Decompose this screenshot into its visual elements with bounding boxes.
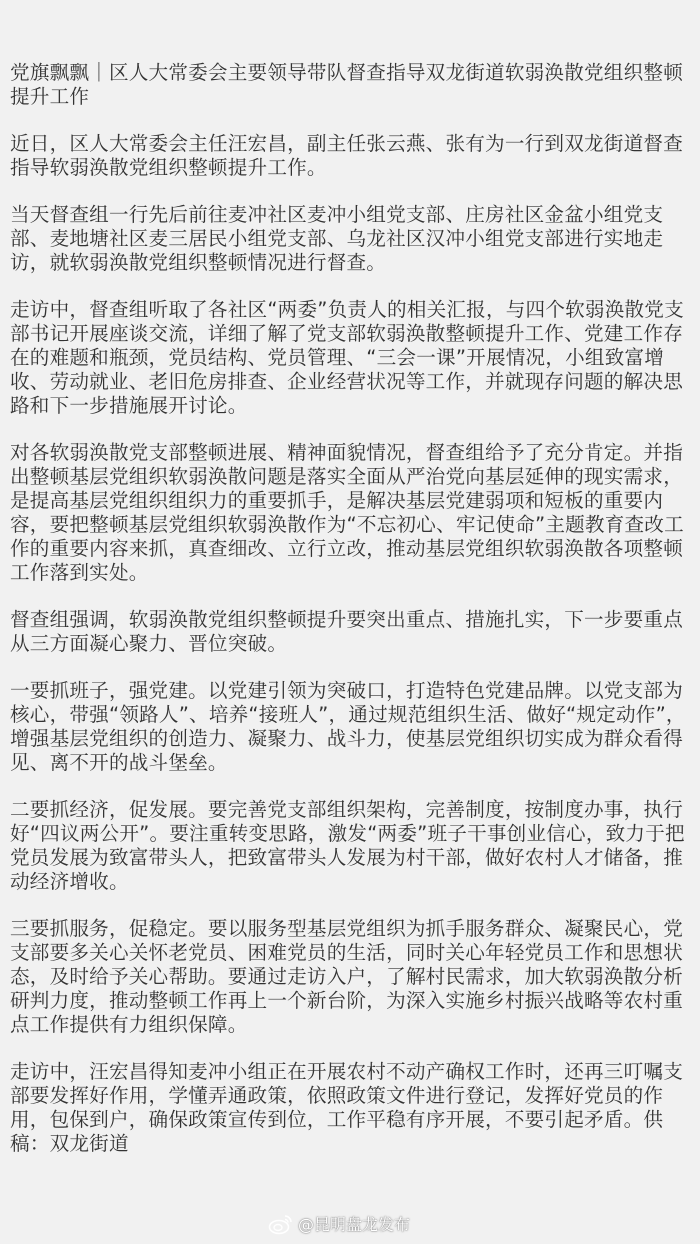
paragraph-line: 党员发展为致富带头人，把致富带头人发展为村干部，做好农村人才储备，推 xyxy=(10,846,683,869)
paragraph-line: 好“四议两公开”。要注重转变思路，激发“两委”班子干事创业信心，致力于把 xyxy=(10,822,685,845)
paragraph-line: 支部要多关心关怀老党员、困难党员的生活，同时关心年轻党员工作和思想状 xyxy=(10,941,683,964)
paragraph-line: 收、劳动就业、老旧危房排查、企业经营状况等工作，并就现存问题的解决思 xyxy=(10,370,683,393)
paragraph-line: 走访中，督查组听取了各社区“两委”负责人的相关汇报，与四个软弱涣散党支 xyxy=(10,298,684,321)
paragraph-line: 研判力度，推动整顿工作再上一个新台阶，为深入实施乡村振兴战略等农村重 xyxy=(10,989,683,1012)
paragraph xyxy=(10,798,695,894)
article-title xyxy=(10,61,695,109)
paragraph-line: 是提高基层党组织组织力的重要抓手，是解决基层党建弱项和短板的重要内 xyxy=(10,489,664,512)
paragraph xyxy=(10,1060,695,1156)
paragraph-line: 核心，带强“领路人”、培养“接班人”，通过规范组织生活、做好“规定动作”， xyxy=(10,703,686,726)
paragraph-line: 用，包保到户，确保政策宣传到位，工作平稳有序开展，不要引起矛盾。供 xyxy=(10,1108,664,1131)
paragraph-line: 三要抓服务，促稳定。要以服务型基层党组织为抓手服务群众、凝聚民心，党 xyxy=(10,917,683,940)
paragraph xyxy=(10,203,695,275)
paragraph-line: 作的重要内容来抓，真查细改、立行立改，推动基层党组织软弱涣散各项整顿 xyxy=(10,537,683,560)
paragraph-line: 对各软弱涣散党支部整顿进展、精神面貌情况，督查组给予了充分肯定。并指 xyxy=(10,441,683,464)
paragraph-line: 态，及时给予关心帮助。要通过走访入户，了解村民需求，加大软弱涣散分析 xyxy=(10,965,683,988)
paragraph-line: 点工作提供有力组织保障。 xyxy=(10,1013,248,1036)
paragraph-line: 从三方面凝心聚力、晋位突破。 xyxy=(10,632,288,655)
title-line: 提升工作 xyxy=(10,85,90,108)
article-body xyxy=(10,132,695,1156)
paragraph-line: 出整顿基层党组织软弱涣散问题是落实全面从严治党向基层延伸的现实需求， xyxy=(10,465,683,488)
paragraph-line: 一要抓班子，强党建。以党建引领为突破口，打造特色党建品牌。以党支部为 xyxy=(10,679,683,702)
paragraph-line: 部要发挥好作用，学懂弄通政策，依照政策文件进行登记，发挥好党员的作 xyxy=(10,1084,664,1107)
watermark-text: @昆明盘龙发布 xyxy=(298,1215,411,1234)
paragraph xyxy=(10,679,695,775)
paragraph-line: 路和下一步措施展开讨论。 xyxy=(10,394,248,417)
paragraph xyxy=(10,298,695,418)
paragraph-line: 部书记开展座谈交流，详细了解了党支部软弱涣散整顿提升工作、党建工作存 xyxy=(10,322,683,345)
paragraph-line: 二要抓经济，促发展。要完善党支部组织架构，完善制度，按制度办事，执行 xyxy=(10,798,683,821)
paragraph xyxy=(10,608,695,656)
weibo-icon xyxy=(268,1213,294,1235)
paragraph-line: 督查组强调，软弱涣散党组织整顿提升要突出重点、措施扎实，下一步要重点 xyxy=(10,608,683,631)
paragraph-line: 在的难题和瓶颈，党员结构、党员管理、“三会一课”开展情况，小组致富增 xyxy=(10,346,665,369)
paragraph-line: 动经济增收。 xyxy=(10,870,129,893)
paragraph xyxy=(10,132,695,180)
paragraph-line: 指导软弱涣散党组织整顿提升工作。 xyxy=(10,156,327,179)
watermark xyxy=(268,1212,410,1235)
paragraph-line: 工作落到实处。 xyxy=(10,561,149,584)
title-line: 党旗飘飘｜区人大常委会主要领导带队督查指导双龙街道软弱涣散党组织整顿 xyxy=(10,61,683,84)
paragraph-line: 走访中，汪宏昌得知麦冲小组正在开展农村不动产确权工作时，还再三叮嘱支 xyxy=(10,1060,683,1083)
paragraph-line: 部、麦地塘社区麦三居民小组党支部、乌龙社区汉冲小组党支部进行实地走 xyxy=(10,227,664,250)
paragraph-line: 见、离不开的战斗堡垒。 xyxy=(10,751,228,774)
paragraph-line: 稿：双龙街道 xyxy=(10,1132,129,1155)
paragraph xyxy=(10,917,695,1037)
paragraph-line: 近日，区人大常委会主任汪宏昌，副主任张云燕、张有为一行到双龙街道督查 xyxy=(10,132,683,155)
paragraph-line: 当天督查组一行先后前往麦冲社区麦冲小组党支部、庄房社区金盆小组党支 xyxy=(10,203,664,226)
paragraph-line: 访，就软弱涣散党组织整顿情况进行督查。 xyxy=(10,251,387,274)
paragraph-line: 容，要把整顿基层党组织软弱涣散作为“不忘初心、牢记使命”主题教育查改工 xyxy=(10,513,684,536)
paragraph xyxy=(10,441,695,585)
article xyxy=(10,61,695,1179)
paragraph-line: 增强基层党组织的创造力、凝聚力、战斗力，使基层党组织切实成为群众看得 xyxy=(10,727,683,750)
